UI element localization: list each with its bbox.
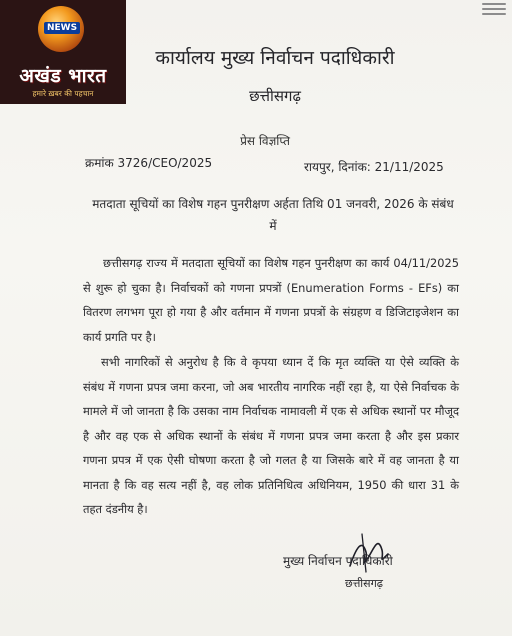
channel-logo	[0, 0, 126, 104]
press-release-heading: प्रेस विज्ञप्ति	[240, 134, 290, 148]
logo-tagline: हमारे ख़बर की पहचान	[32, 89, 94, 98]
office-title: कार्यालय मुख्य निर्वाचन पदाधिकारी	[155, 47, 395, 69]
reference-number: क्रमांक 3726/CEO/2025	[85, 156, 213, 170]
news-tag: NEWS	[44, 22, 80, 34]
state-title: छत्तीसगढ़	[249, 87, 301, 105]
hamburger-menu-icon[interactable]	[482, 2, 506, 18]
signatory-state: छत्तीसगढ़	[345, 577, 383, 590]
signatory-title: मुख्य निर्वाचन पदाधिकारी	[283, 554, 393, 568]
logo-brand: अखंड भारत	[19, 65, 107, 87]
issue-date: रायपुर, दिनांक: 21/11/2025	[304, 160, 444, 174]
body-paragraph-1: छत्तीसगढ़ राज्य में मतदाता सूचियों का विशेष गहन पुनरीक्षण का कार्य 04/11/2025 से शुरू हो चुका है। निर्वाचकों को गणना प्रपत्रों (Enumeration Forms - EFs) का वितरण लगभग पूरा हो गया है और वर्तमान में गणना प्रपत्रों के संग्रहण व डिजिटाइजेशन का कार्य प्रगति पर है।	[83, 256, 459, 344]
body-paragraph-2: सभी नागरिकों से अनुरोध है कि वे कृपया ध्यान दें कि मृत व्यक्ति या ऐसे व्यक्ति के संबंध में गणना प्रपत्र जमा करना, जो अब भारतीय नागरिक नहीं रहा है, या ऐसे निर्वाचक के मामले में जो जानता है कि उसका नाम निर्वाचक नामावली में एक से अधिक स्थानों पर मौजूद है और वह एक से अधिक स्थानों के संबंध में गणना प्रपत्र जमा करता है और इस प्रकार गणना प्रपत्र में एक ऐसी घोषणा करता है जो गलत है या जिसके बारे में वह जानता है या मानता है कि वह सत्य नहीं है, वह लोक प्रतिनिधित्व अधिनियम, 1950 की धारा 31 के तहत दंडनीय है।	[83, 355, 459, 516]
subject-line: मतदाता सूचियों का विशेष गहन पुनरीक्षण अर्हता तिथि 01 जनवरी, 2026 के संबंध में	[92, 197, 454, 233]
